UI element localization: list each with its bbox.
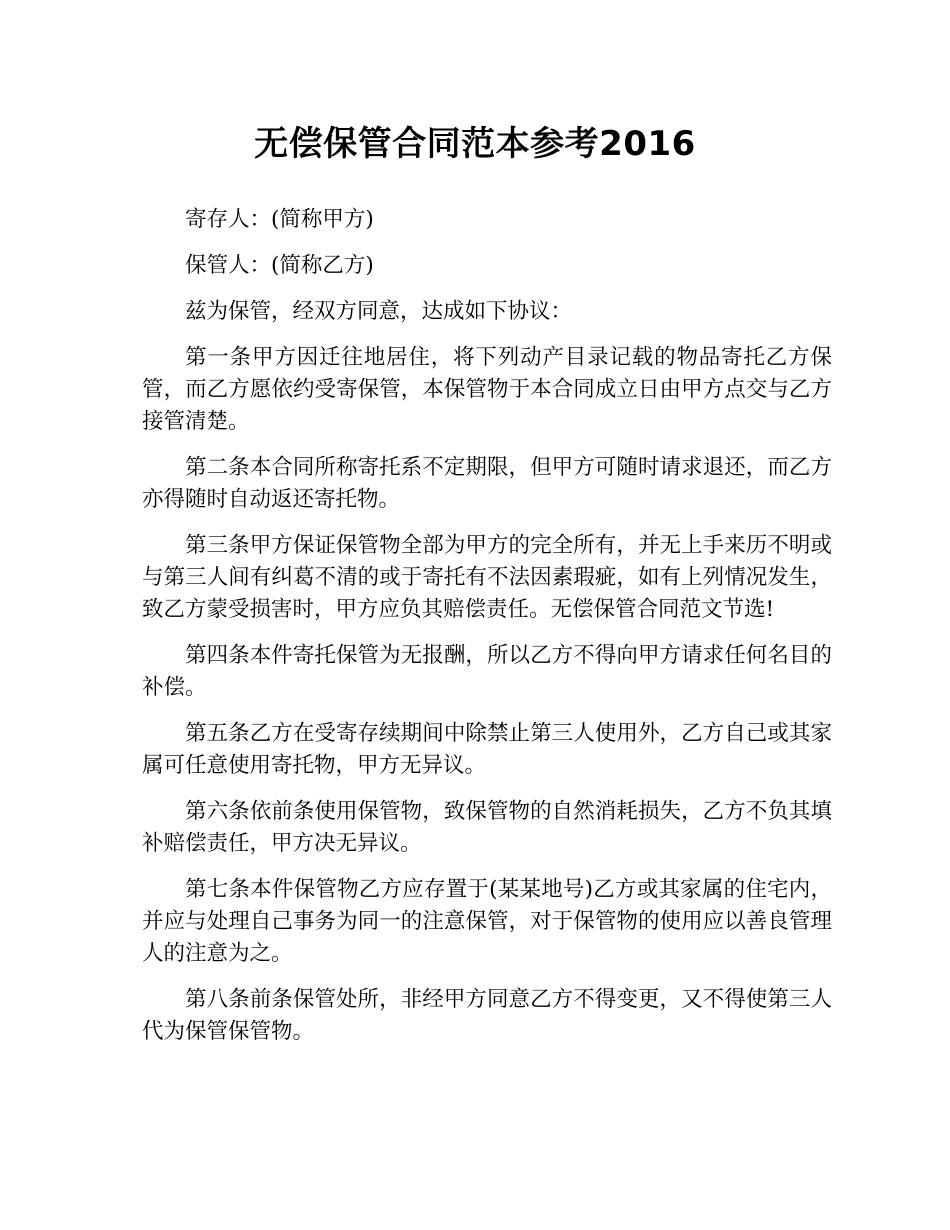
paragraph-article-7: 第七条本件保管物乙方应存置于(某某地号)乙方或其家属的住宅内，并应与处理自己事务为同一的注意保管，对于保管物的使用应以善良管理人的注意为之。 xyxy=(142,877,832,966)
paragraph-article-4: 第四条本件寄托保管为无报酬，所以乙方不得向甲方请求任何名目的补偿。 xyxy=(142,643,832,700)
paragraph-article-2: 第二条本合同所称寄托系不定期限，但甲方可随时请求退还，而乙方亦得随时自动返还寄托物。 xyxy=(142,455,832,512)
paragraph-custodian: 保管人：(简称乙方) xyxy=(185,253,374,278)
document-title: 无偿保管合同范本参考2016 xyxy=(254,124,696,164)
paragraph-article-1: 第一条甲方因迁往地居住，将下列动产目录记载的物品寄托乙方保管，而乙方愿依约受寄保管，本保管物于本合同成立日由甲方点交与乙方接管清楚。 xyxy=(142,345,832,434)
document-body xyxy=(142,204,832,1062)
paragraph-article-5: 第五条乙方在受寄存续期间中除禁止第三人使用外，乙方自己或其家属可任意使用寄托物，甲方无异议。 xyxy=(142,721,832,778)
paragraph-article-8: 第八条前条保管处所，非经甲方同意乙方不得变更，又不得使第三人代为保管保管物。 xyxy=(142,987,832,1044)
paragraph-depositor: 寄存人：(简称甲方) xyxy=(185,207,374,232)
paragraph-article-6: 第六条依前条使用保管物，致保管物的自然消耗损失，乙方不负其填补赔偿责任，甲方决无异议。 xyxy=(142,799,832,856)
paragraph-article-3: 第三条甲方保证保管物全部为甲方的完全所有，并无上手来历不明或与第三人间有纠葛不清的或于寄托有不法因素瑕疵，如有上列情况发生，致乙方蒙受损害时，甲方应负其赔偿责任。无偿保管合同范文节选! xyxy=(142,533,832,622)
paragraph-preamble: 兹为保管，经双方同意，达成如下协议： xyxy=(185,299,573,324)
